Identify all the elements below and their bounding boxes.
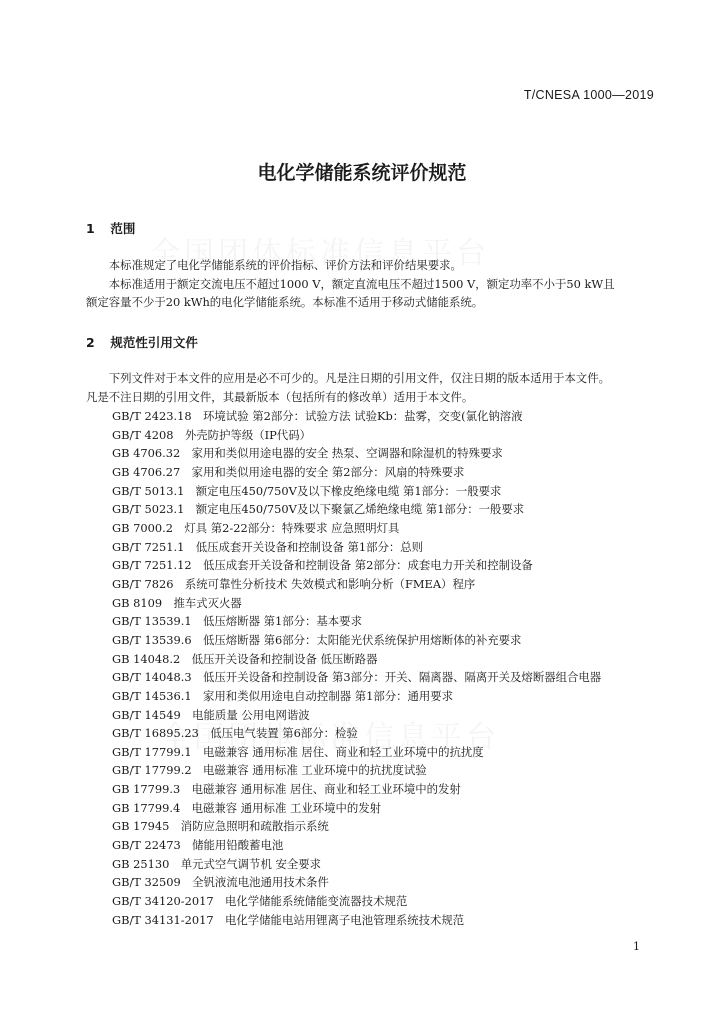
reference-item: GB/T 5013.1 额定电压450/750V及以下橡皮绝缘电缆 第1部分：一般要求 [112,483,502,498]
reference-item: GB/T 7251.1 低压成套开关设备和控制设备 第1部分：总则 [112,539,424,554]
reference-item: GB/T 16895.23 低压电气装置 第6部分：检验 [112,726,358,741]
section-title: 规范性引用文件 [110,335,198,350]
text-line: 额定容量不少于20 kWh的电化学储能系统。本标准不适用于移动式储能系统。 [86,295,484,309]
reference-item: GB/T 32509 全钒液流电池通用技术条件 [112,875,329,890]
references-intro [86,369,658,406]
scope-paragraph [86,256,658,312]
reference-item: GB/T 13539.6 低压熔断器 第6部分：太阳能光伏系统保护用熔断体的补充要求 [112,632,522,647]
section-number: 1 [86,221,95,236]
reference-item: GB/T 13539.1 低压熔断器 第1部分：基本要求 [112,614,362,629]
section-1-heading [86,219,135,237]
section-2-heading [86,333,198,351]
reference-item: GB/T 14549 电能质量 公用电网谐波 [112,707,310,722]
reference-item: GB/T 14048.3 低压开关设备和控制设备 第3部分：开关、隔离器、隔离开关及熔断器组合电器 [112,670,602,685]
text-line: 本标准适用于额定交流电压不超过1000 V，额定直流电压不超过1500 V，额定功率不小于50 kW且 [86,276,615,291]
section-number: 2 [86,335,95,350]
text-line: 本标准规定了电化学储能系统的评价指标、评价方法和评价结果要求。 [86,258,462,272]
reference-item: GB 17799.4 电磁兼容 通用标准 工业环境中的发射 [112,800,382,815]
reference-item: GB/T 34131-2017 电化学储能电站用锂离子电池管理系统技术规范 [112,912,465,927]
section-title: 范围 [110,221,136,236]
page-number: 1 [633,940,640,953]
reference-item: GB/T 22473 储能用铅酸蓄电池 [112,838,284,853]
text-line: 凡是不注日期的引用文件，其最新版本（包括所有的修改单）适用于本文件。 [86,389,474,404]
reference-item: GB 4706.32 家用和类似用途电器的安全 热泵、空调器和除湿机的特殊要求 [112,446,503,461]
reference-item: GB 17945 消防应急照明和疏散指示系统 [112,819,329,834]
reference-item: GB/T 7251.12 低压成套开关设备和控制设备 第2部分：成套电力开关和控制设备 [112,558,533,573]
reference-list [112,407,672,929]
reference-item: GB/T 4208 外壳防护等级（IP代码） [112,427,311,442]
reference-item: GB 17799.3 电磁兼容 通用标准 居住、商业和轻工业环境中的发射 [112,782,461,797]
document-title: 电化学储能系统评价规范 [257,162,467,184]
reference-item: GB/T 17799.1 电磁兼容 通用标准 居住、商业和轻工业环境中的抗扰度 [112,744,484,759]
reference-item: GB 25130 单元式空气调节机 安全要求 [112,856,322,871]
standard-code: T/CNESA 1000—2019 [523,88,654,102]
reference-item: GB/T 17799.2 电磁兼容 通用标准 工业环境中的抗扰度试验 [112,763,427,778]
reference-item: GB/T 14536.1 家用和类似用途电自动控制器 第1部分：通用要求 [112,688,454,703]
reference-item: GB/T 2423.18 环境试验 第2部分：试验方法 试验Kb：盐雾，交变(氯化钠溶液 [112,409,523,423]
reference-item: GB 14048.2 低压开关设备和控制设备 低压断路器 [112,651,378,666]
reference-item: GB/T 34120-2017 电化学储能系统储能变流器技术规范 [112,894,408,909]
reference-item: GB 7000.2 灯具 第2-22部分：特殊要求 应急照明灯具 [112,520,400,535]
reference-item: GB/T 5023.1 额定电压450/750V及以下聚氯乙烯绝缘电缆 第1部分：一般要求 [112,502,525,517]
reference-item: GB 8109 推车式灭火器 [112,595,242,610]
reference-item: GB/T 7826 系统可靠性分析技术 失效模式和影响分析（FMEA）程序 [112,576,476,591]
reference-item: GB 4706.27 家用和类似用途电器的安全 第2部分：风扇的特殊要求 [112,464,465,479]
text-line: 下列文件对于本文件的应用是必不可少的。凡是注日期的引用文件，仅注日期的版本适用于本文件。 [86,371,610,385]
